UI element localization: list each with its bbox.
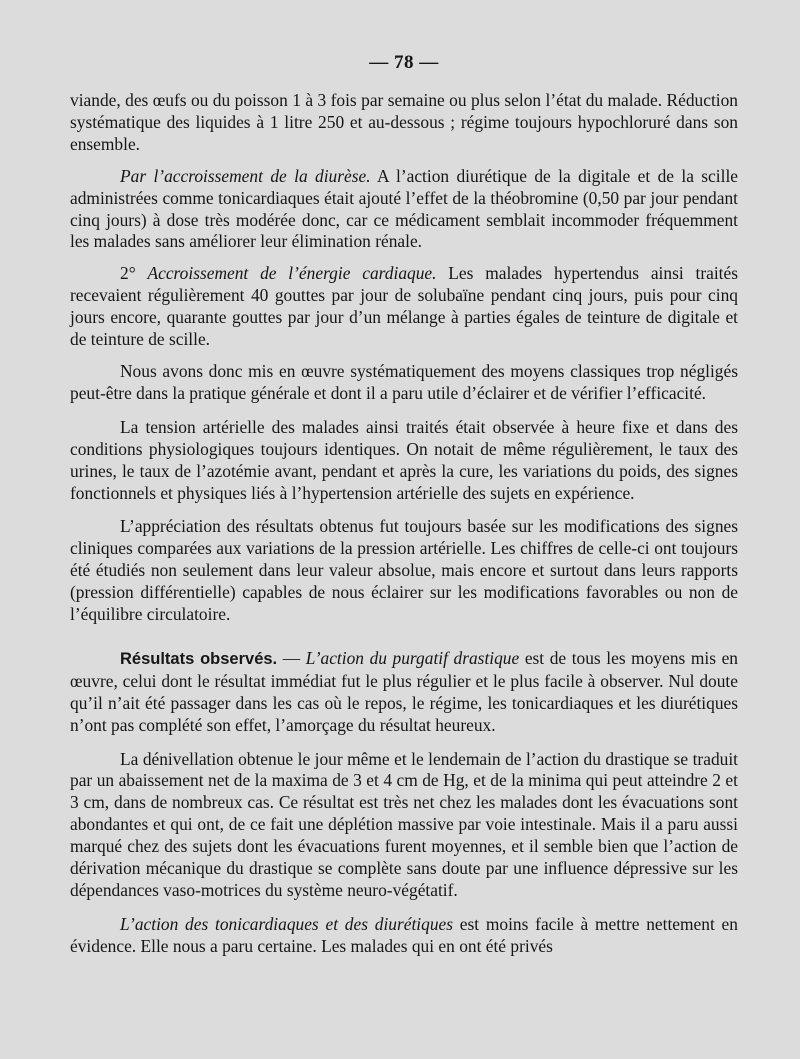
paragraph bbox=[70, 648, 738, 737]
paragraph-text: 2° bbox=[120, 263, 148, 284]
page-number: — 78 — bbox=[369, 52, 439, 73]
paragraph-text: La dénivellation obtenue le jour même et le lendemain de l’action du drastique se traduit par un abaissement net de la maxima de 3 et 4 cm de Hg, et de la minima qui peut atteindre 2 et 3 cm, dans de nombreux cas. Ce résultat est très net chez les malades dont les évacuations sont abondantes et qui ont, de ce fait une déplétion massive par voie intestinale. Mais il a paru aussi marqué chez des sujets dont les évacuations furent moyennes, et il semble bien que l’action de dérivation mécanique du drastique se complète sans doute par une influence dépressive sur les dépendances vaso-motrices du système neuro-végétatif. bbox=[70, 748, 738, 900]
paragraph bbox=[70, 90, 738, 156]
bold-heading-text: Résultats observés. bbox=[120, 649, 278, 668]
page-body bbox=[70, 90, 738, 958]
paragraph bbox=[70, 749, 738, 902]
paragraph bbox=[70, 516, 738, 626]
paragraph-text: La tension artérielle des malades ainsi traités était observée à heure fixe et dans des conditions physiologiques toujours identiques. On notait de même régulièrement, le taux des urines, le taux de l’azotémie avant, pendant et après la cure, les variations du poids, des signes fonctionnels et physiques liés à l’hypertension artérielle des sujets en expérience. bbox=[70, 416, 738, 503]
paragraph-text: L’appréciation des résultats obtenus fut toujours basée sur les modifications des signes cliniques comparées aux variations de la pression artérielle. Les chiffres de celle-ci ont toujours été étudiés non seulement dans leur valeur absolue, mais encore et surtout dans leurs rapports (pression différentielle) capables de nous éclairer sur les modifications favorables ou non de l’équilibre circulatoire. bbox=[70, 516, 738, 625]
paragraph bbox=[70, 417, 738, 505]
paragraph-text: Les malades hypertendus ainsi traités recevaient régulièrement 40 gouttes par jour de solubaïne pendant cinq jours, puis pour cinq jours encore, quarante gouttes par jour d’un mélange à parties égales de teinture de digitale et de teinture de scille. bbox=[70, 263, 738, 350]
italic-text: Par l’accroissement de la diurèse. bbox=[120, 165, 371, 186]
paragraph-text: viande, des œufs ou du poisson 1 à 3 fois par semaine ou plus selon l’état du malade. Réduction systématique des liquides à 1 litre 250 et au-dessous ; régime toujours hypochloruré dans son ensemble. bbox=[70, 90, 738, 154]
italic-text: L’action des tonicardiaques et des diurétiques bbox=[120, 913, 453, 934]
paragraph bbox=[70, 914, 738, 958]
italic-text: L’action du purgatif drastique bbox=[305, 647, 520, 668]
paragraph-text: est de tous les moyens mis en œuvre, celui dont le résultat immédiat fut le plus régulier et le plus facile à observer. Nul doute qu’il n’ait été passager dans les cas où le repos, le régime, les tonicardiaques et les diurétiques n’ont pas complété son effet, l’amorçage du résultat heureux. bbox=[70, 647, 738, 735]
paragraph-text: A l’action diurétique de la digitale et de la scille administrées comme tonicardiaques était ajouté l’effet de la théobromine (0,50 par jour pendant cinq jours) à dose très modérée donc, car ce médicament semblait incommoder fréquemment les malades sans améliorer leur élimination rénale. bbox=[70, 165, 738, 252]
paragraph bbox=[70, 263, 738, 351]
paragraph-text: est moins facile à mettre nettement en évidence. Elle nous a paru certaine. Les malades qui en ont été privés bbox=[70, 913, 738, 956]
paragraph-text: Nous avons donc mis en œuvre systématiquement des moyens classiques trop négligés peut-être dans la pratique générale et dont il a paru utile d’éclairer et de vérifier l’efficacité. bbox=[70, 360, 738, 403]
italic-text: Accroissement de l’énergie cardiaque. bbox=[147, 263, 437, 284]
paragraph bbox=[70, 361, 738, 405]
paragraph-text: — bbox=[277, 647, 306, 668]
paragraph bbox=[70, 166, 738, 254]
